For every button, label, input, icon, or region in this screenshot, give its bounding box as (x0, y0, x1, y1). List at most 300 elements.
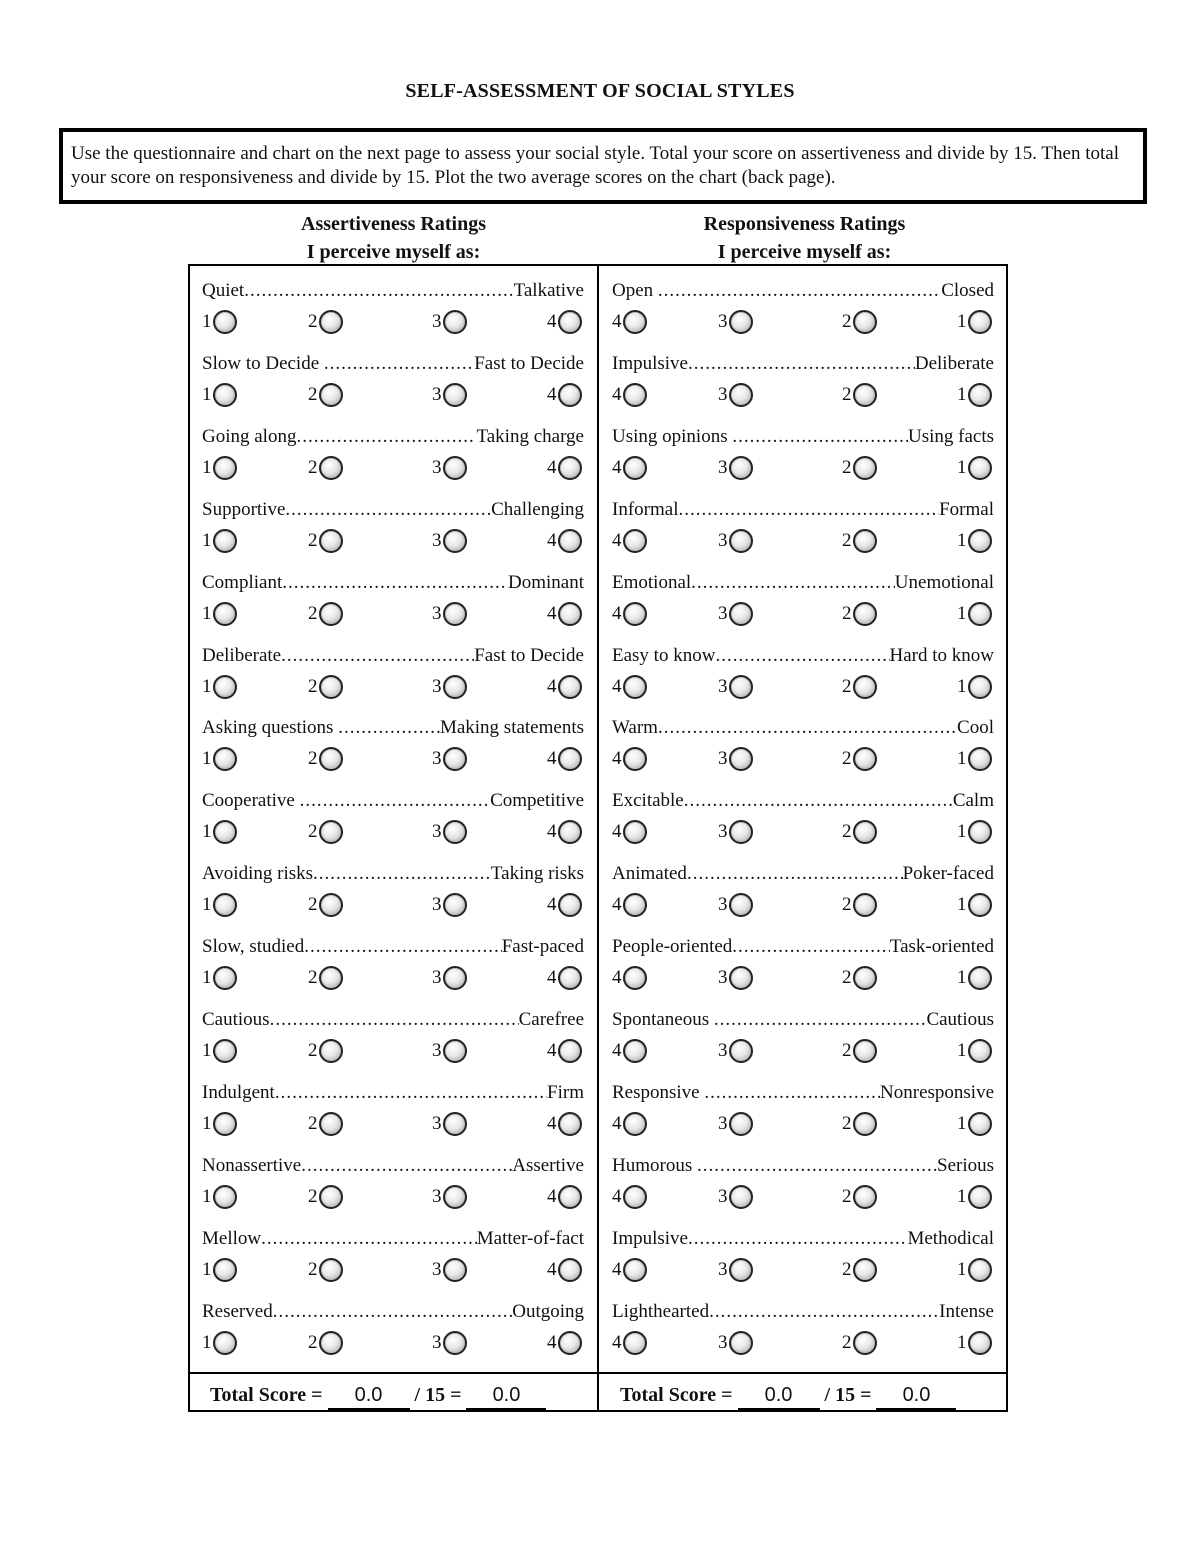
radio-button[interactable] (213, 602, 237, 626)
rating-number: 4 (547, 1040, 557, 1061)
radio-button[interactable] (443, 1258, 467, 1282)
rating-option[interactable] (957, 1331, 992, 1355)
radio-button[interactable] (319, 456, 343, 480)
rating-option[interactable] (612, 1112, 647, 1136)
rating-option[interactable] (718, 1112, 753, 1136)
assertiveness-item-labels (202, 352, 584, 376)
radio-button[interactable] (443, 602, 467, 626)
responsiveness-total-row (620, 1378, 1020, 1412)
rating-option[interactable] (842, 675, 877, 699)
rating-option[interactable] (612, 1039, 647, 1063)
rating-option[interactable] (202, 747, 237, 771)
responsiveness-total-field[interactable]: 0.0 (738, 1382, 820, 1410)
radio-button[interactable] (213, 675, 237, 699)
radio-button[interactable] (443, 1331, 467, 1355)
rating-option[interactable] (957, 529, 992, 553)
rating-option[interactable] (957, 1185, 992, 1209)
rating-option[interactable] (547, 1112, 582, 1136)
radio-button[interactable] (213, 529, 237, 553)
rating-option[interactable] (202, 1185, 237, 1209)
radio-button[interactable] (968, 820, 992, 844)
radio-button[interactable] (443, 529, 467, 553)
radio-button[interactable] (853, 383, 877, 407)
responsiveness-item-labels (612, 789, 994, 813)
rating-number: 3 (718, 529, 728, 551)
rating-option[interactable] (547, 1185, 582, 1209)
radio-button[interactable] (319, 383, 343, 407)
radio-button[interactable] (213, 456, 237, 480)
radio-button[interactable] (968, 675, 992, 699)
radio-button[interactable] (443, 675, 467, 699)
rating-number: 4 (547, 967, 557, 989)
assertiveness-item-labels (202, 862, 584, 886)
responsiveness-item (612, 631, 994, 704)
radio-button[interactable] (319, 820, 343, 844)
radio-button[interactable] (443, 456, 467, 480)
radio-button[interactable] (213, 1258, 237, 1282)
rating-option[interactable] (308, 747, 343, 771)
rating-option[interactable] (718, 820, 753, 844)
rating-option[interactable] (202, 1331, 237, 1355)
radio-button[interactable] (213, 1331, 237, 1355)
radio-button[interactable] (729, 675, 753, 699)
rating-option[interactable] (718, 529, 753, 553)
radio-button[interactable] (558, 820, 582, 844)
rating-option[interactable] (308, 966, 343, 990)
rating-option[interactable] (612, 1331, 647, 1355)
rating-option[interactable] (308, 1185, 343, 1209)
radio-button[interactable] (623, 310, 647, 334)
dot-leader (688, 352, 915, 376)
assertiveness-total-row (210, 1378, 610, 1412)
rating-option[interactable] (957, 1112, 992, 1136)
rating-option[interactable] (842, 747, 877, 771)
radio-button[interactable] (853, 602, 877, 626)
rating-number: 3 (432, 1040, 442, 1061)
rating-option[interactable] (842, 1331, 877, 1355)
rating-option[interactable] (718, 456, 753, 480)
rating-option[interactable] (547, 602, 582, 626)
radio-button[interactable] (213, 1185, 237, 1209)
left-descriptor: Quiet (202, 280, 245, 301)
rating-option[interactable] (718, 893, 753, 917)
rating-option[interactable] (842, 1112, 877, 1136)
rating-option[interactable] (957, 602, 992, 626)
assertiveness-item-labels (202, 425, 584, 449)
rating-option[interactable] (547, 529, 582, 553)
left-descriptor: Reserved (202, 1300, 273, 1322)
radio-button[interactable] (729, 1112, 753, 1136)
rating-option[interactable] (547, 820, 582, 844)
radio-button[interactable] (729, 529, 753, 553)
rating-option[interactable] (718, 1331, 753, 1355)
rating-option[interactable] (432, 747, 467, 771)
rating-option[interactable] (202, 893, 237, 917)
rating-number: 1 (202, 967, 212, 989)
rating-option[interactable] (202, 820, 237, 844)
rating-option[interactable] (612, 602, 647, 626)
responsiveness-average-field[interactable]: 0.0 (876, 1382, 956, 1410)
rating-option[interactable] (842, 1039, 877, 1063)
left-descriptor: Nonassertive (202, 1154, 302, 1176)
radio-button[interactable] (623, 893, 647, 917)
rating-number: 3 (718, 1040, 728, 1061)
rating-number: 1 (202, 602, 212, 624)
rating-option[interactable] (842, 893, 877, 917)
radio-button[interactable] (968, 893, 992, 917)
radio-button[interactable] (443, 1039, 467, 1063)
radio-button[interactable] (558, 1039, 582, 1063)
rating-option[interactable] (308, 820, 343, 844)
rating-option[interactable] (308, 1039, 343, 1063)
rating-option[interactable] (957, 747, 992, 771)
rating-option[interactable] (308, 893, 343, 917)
rating-option[interactable] (718, 383, 753, 407)
radio-button[interactable] (558, 602, 582, 626)
rating-option[interactable] (957, 675, 992, 699)
rating-option[interactable] (547, 1039, 582, 1063)
rating-option[interactable] (202, 1039, 237, 1063)
radio-button[interactable] (968, 1331, 992, 1355)
radio-button[interactable] (443, 310, 467, 334)
rating-option[interactable] (718, 675, 753, 699)
rating-option[interactable] (432, 529, 467, 553)
radio-button[interactable] (729, 602, 753, 626)
radio-button[interactable] (623, 1331, 647, 1355)
rating-option[interactable] (842, 1258, 877, 1282)
rating-option[interactable] (842, 820, 877, 844)
responsiveness-total-label: Total Score = (620, 1384, 733, 1406)
radio-button[interactable] (968, 1039, 992, 1063)
radio-button[interactable] (729, 1258, 753, 1282)
radio-button[interactable] (558, 1258, 582, 1282)
radio-button[interactable] (968, 456, 992, 480)
rating-option[interactable] (718, 1258, 753, 1282)
radio-button[interactable] (729, 456, 753, 480)
radio-button[interactable] (853, 529, 877, 553)
radio-button[interactable] (443, 747, 467, 771)
rating-option[interactable] (432, 893, 467, 917)
radio-button[interactable] (623, 1258, 647, 1282)
rating-option[interactable] (202, 675, 237, 699)
rating-option[interactable] (612, 747, 647, 771)
radio-button[interactable] (853, 456, 877, 480)
radio-button[interactable] (319, 966, 343, 990)
rating-option[interactable] (432, 1258, 467, 1282)
rating-option[interactable] (308, 1112, 343, 1136)
radio-button[interactable] (729, 1185, 753, 1209)
radio-button[interactable] (623, 383, 647, 407)
column-divider (597, 264, 599, 1412)
assertiveness-item-labels (202, 644, 584, 668)
rating-option[interactable] (842, 529, 877, 553)
assertiveness-item (202, 1141, 584, 1214)
rating-number: 2 (842, 1040, 852, 1061)
rating-option[interactable] (432, 383, 467, 407)
left-descriptor: Easy to know (612, 644, 716, 666)
radio-button[interactable] (443, 893, 467, 917)
rating-number: 3 (432, 602, 442, 624)
right-descriptor: Assertive (512, 1154, 584, 1176)
radio-button[interactable] (853, 966, 877, 990)
radio-button[interactable] (558, 1185, 582, 1209)
radio-button[interactable] (319, 602, 343, 626)
radio-button[interactable] (853, 1331, 877, 1355)
radio-button[interactable] (968, 747, 992, 771)
rating-option[interactable] (612, 1185, 647, 1209)
rating-option[interactable] (957, 893, 992, 917)
rating-option[interactable] (612, 1258, 647, 1282)
radio-button[interactable] (319, 675, 343, 699)
rating-option[interactable] (612, 383, 647, 407)
rating-option[interactable] (432, 1331, 467, 1355)
rating-option[interactable] (612, 675, 647, 699)
rating-number: 3 (432, 748, 442, 770)
assertiveness-average-field[interactable]: 0.0 (466, 1382, 546, 1410)
rating-option[interactable] (957, 1258, 992, 1282)
radio-button[interactable] (213, 966, 237, 990)
radio-button[interactable] (443, 820, 467, 844)
radio-button[interactable] (213, 383, 237, 407)
rating-option[interactable] (308, 310, 343, 334)
radio-button[interactable] (558, 1331, 582, 1355)
radio-button[interactable] (853, 1039, 877, 1063)
assertiveness-total-label: Total Score = (210, 1384, 323, 1406)
rating-number: 1 (957, 1185, 967, 1207)
radio-button[interactable] (319, 1039, 343, 1063)
rating-option[interactable] (718, 747, 753, 771)
radio-button[interactable] (729, 1039, 753, 1063)
radio-button[interactable] (443, 383, 467, 407)
rating-number: 2 (308, 311, 318, 332)
radio-button[interactable] (623, 820, 647, 844)
rating-option[interactable] (842, 456, 877, 480)
assertiveness-subheading: I perceive myself as: (306, 241, 481, 263)
rating-option[interactable] (612, 310, 647, 334)
radio-button[interactable] (968, 310, 992, 334)
rating-option[interactable] (718, 966, 753, 990)
radio-button[interactable] (558, 966, 582, 990)
rating-number: 3 (718, 1258, 728, 1280)
radio-button[interactable] (968, 529, 992, 553)
radio-button[interactable] (319, 1112, 343, 1136)
radio-button[interactable] (968, 966, 992, 990)
rating-option[interactable] (202, 383, 237, 407)
radio-button[interactable] (968, 1258, 992, 1282)
rating-option[interactable] (547, 747, 582, 771)
radio-button[interactable] (443, 1185, 467, 1209)
radio-button[interactable] (853, 747, 877, 771)
radio-button[interactable] (319, 310, 343, 334)
radio-button[interactable] (213, 820, 237, 844)
rating-option[interactable] (308, 1331, 343, 1355)
rating-option[interactable] (308, 602, 343, 626)
rating-option[interactable] (842, 310, 877, 334)
rating-number: 2 (842, 383, 852, 405)
assertiveness-item-labels (202, 789, 584, 813)
radio-button[interactable] (729, 966, 753, 990)
rating-option[interactable] (957, 310, 992, 334)
radio-button[interactable] (213, 1112, 237, 1136)
radio-button[interactable] (319, 747, 343, 771)
rating-number: 4 (547, 1185, 557, 1207)
rating-option[interactable] (957, 383, 992, 407)
rating-option[interactable] (432, 310, 467, 334)
radio-button[interactable] (623, 675, 647, 699)
radio-button[interactable] (853, 675, 877, 699)
rating-option[interactable] (547, 1258, 582, 1282)
radio-button[interactable] (623, 602, 647, 626)
rating-number: 3 (432, 456, 442, 478)
right-descriptor: Carefree (518, 1009, 584, 1030)
left-descriptor: Impulsive (612, 352, 688, 374)
assertiveness-total-field[interactable]: 0.0 (328, 1382, 410, 1410)
rating-option[interactable] (308, 383, 343, 407)
rating-option[interactable] (432, 1112, 467, 1136)
dot-leader (304, 935, 501, 959)
radio-button[interactable] (319, 529, 343, 553)
rating-option[interactable] (432, 602, 467, 626)
rating-option[interactable] (842, 383, 877, 407)
radio-button[interactable] (968, 1185, 992, 1209)
radio-button[interactable] (319, 1331, 343, 1355)
rating-option[interactable] (547, 456, 582, 480)
rating-option[interactable] (718, 1039, 753, 1063)
rating-option[interactable] (202, 456, 237, 480)
rating-option[interactable] (202, 602, 237, 626)
rating-option[interactable] (957, 820, 992, 844)
rating-option[interactable] (202, 310, 237, 334)
radio-button[interactable] (623, 529, 647, 553)
rating-option[interactable] (308, 675, 343, 699)
rating-option[interactable] (308, 1258, 343, 1282)
radio-button[interactable] (623, 966, 647, 990)
rating-option[interactable] (957, 966, 992, 990)
radio-button[interactable] (213, 310, 237, 334)
radio-button[interactable] (968, 1112, 992, 1136)
radio-button[interactable] (968, 602, 992, 626)
rating-number: 1 (202, 748, 212, 770)
radio-button[interactable] (623, 1185, 647, 1209)
radio-button[interactable] (729, 310, 753, 334)
rating-option[interactable] (308, 529, 343, 553)
rating-option[interactable] (308, 456, 343, 480)
radio-button[interactable] (213, 1039, 237, 1063)
rating-option[interactable] (202, 1112, 237, 1136)
radio-button[interactable] (853, 310, 877, 334)
rating-number: 4 (612, 821, 622, 843)
radio-button[interactable] (853, 1185, 877, 1209)
left-descriptor: Lighthearted (612, 1300, 710, 1322)
rating-option[interactable] (432, 675, 467, 699)
responsiveness-item (612, 849, 994, 922)
radio-button[interactable] (853, 1258, 877, 1282)
radio-button[interactable] (558, 747, 582, 771)
assertiveness-heading: Assertiveness Ratings (301, 213, 486, 235)
radio-button[interactable] (968, 383, 992, 407)
rating-option[interactable] (432, 1039, 467, 1063)
dot-leader (281, 644, 474, 668)
rating-option[interactable] (842, 1185, 877, 1209)
rating-number: 1 (202, 1112, 212, 1134)
rating-option[interactable] (718, 1185, 753, 1209)
radio-button[interactable] (558, 383, 582, 407)
radio-button[interactable] (558, 1112, 582, 1136)
assertiveness-item (202, 1287, 584, 1360)
rating-option[interactable] (612, 966, 647, 990)
assertiveness-item (202, 631, 584, 704)
rating-option[interactable] (202, 1258, 237, 1282)
rating-option[interactable] (612, 820, 647, 844)
rating-option[interactable] (547, 966, 582, 990)
radio-button[interactable] (443, 966, 467, 990)
radio-button[interactable] (623, 747, 647, 771)
rating-number: 3 (432, 967, 442, 989)
radio-button[interactable] (623, 1039, 647, 1063)
radio-button[interactable] (729, 747, 753, 771)
radio-button[interactable] (213, 893, 237, 917)
radio-button[interactable] (853, 893, 877, 917)
rating-option[interactable] (547, 675, 582, 699)
rating-option[interactable] (202, 966, 237, 990)
rating-option[interactable] (957, 1039, 992, 1063)
radio-button[interactable] (729, 820, 753, 844)
radio-button[interactable] (213, 747, 237, 771)
radio-button[interactable] (319, 1258, 343, 1282)
radio-button[interactable] (558, 310, 582, 334)
radio-button[interactable] (729, 1331, 753, 1355)
rating-option[interactable] (547, 1331, 582, 1355)
rating-option[interactable] (432, 456, 467, 480)
radio-button[interactable] (558, 456, 582, 480)
rating-option[interactable] (432, 966, 467, 990)
rating-option[interactable] (612, 529, 647, 553)
radio-button[interactable] (623, 456, 647, 480)
rating-option[interactable] (718, 602, 753, 626)
rating-option[interactable] (718, 310, 753, 334)
radio-button[interactable] (729, 893, 753, 917)
right-descriptor: Calm (952, 790, 994, 812)
radio-button[interactable] (623, 1112, 647, 1136)
radio-button[interactable] (558, 893, 582, 917)
rating-option[interactable] (842, 602, 877, 626)
rating-option[interactable] (612, 456, 647, 480)
right-descriptor: Methodical (907, 1227, 994, 1249)
radio-button[interactable] (558, 529, 582, 553)
rating-option[interactable] (432, 820, 467, 844)
radio-button[interactable] (319, 893, 343, 917)
rating-option[interactable] (547, 310, 582, 334)
rating-option[interactable] (202, 529, 237, 553)
right-descriptor: Outgoing (512, 1300, 584, 1322)
rating-option[interactable] (957, 456, 992, 480)
left-descriptor: Supportive (202, 498, 286, 520)
rating-number: 3 (718, 1331, 728, 1353)
rating-option[interactable] (432, 1185, 467, 1209)
radio-button[interactable] (729, 383, 753, 407)
rating-option[interactable] (547, 383, 582, 407)
dot-leader (684, 789, 953, 813)
rating-number: 1 (202, 311, 212, 332)
rating-option[interactable] (547, 893, 582, 917)
radio-button[interactable] (853, 820, 877, 844)
radio-button[interactable] (319, 1185, 343, 1209)
rating-option[interactable] (842, 966, 877, 990)
rating-option[interactable] (612, 893, 647, 917)
radio-button[interactable] (443, 1112, 467, 1136)
radio-button[interactable] (853, 1112, 877, 1136)
radio-button[interactable] (558, 675, 582, 699)
